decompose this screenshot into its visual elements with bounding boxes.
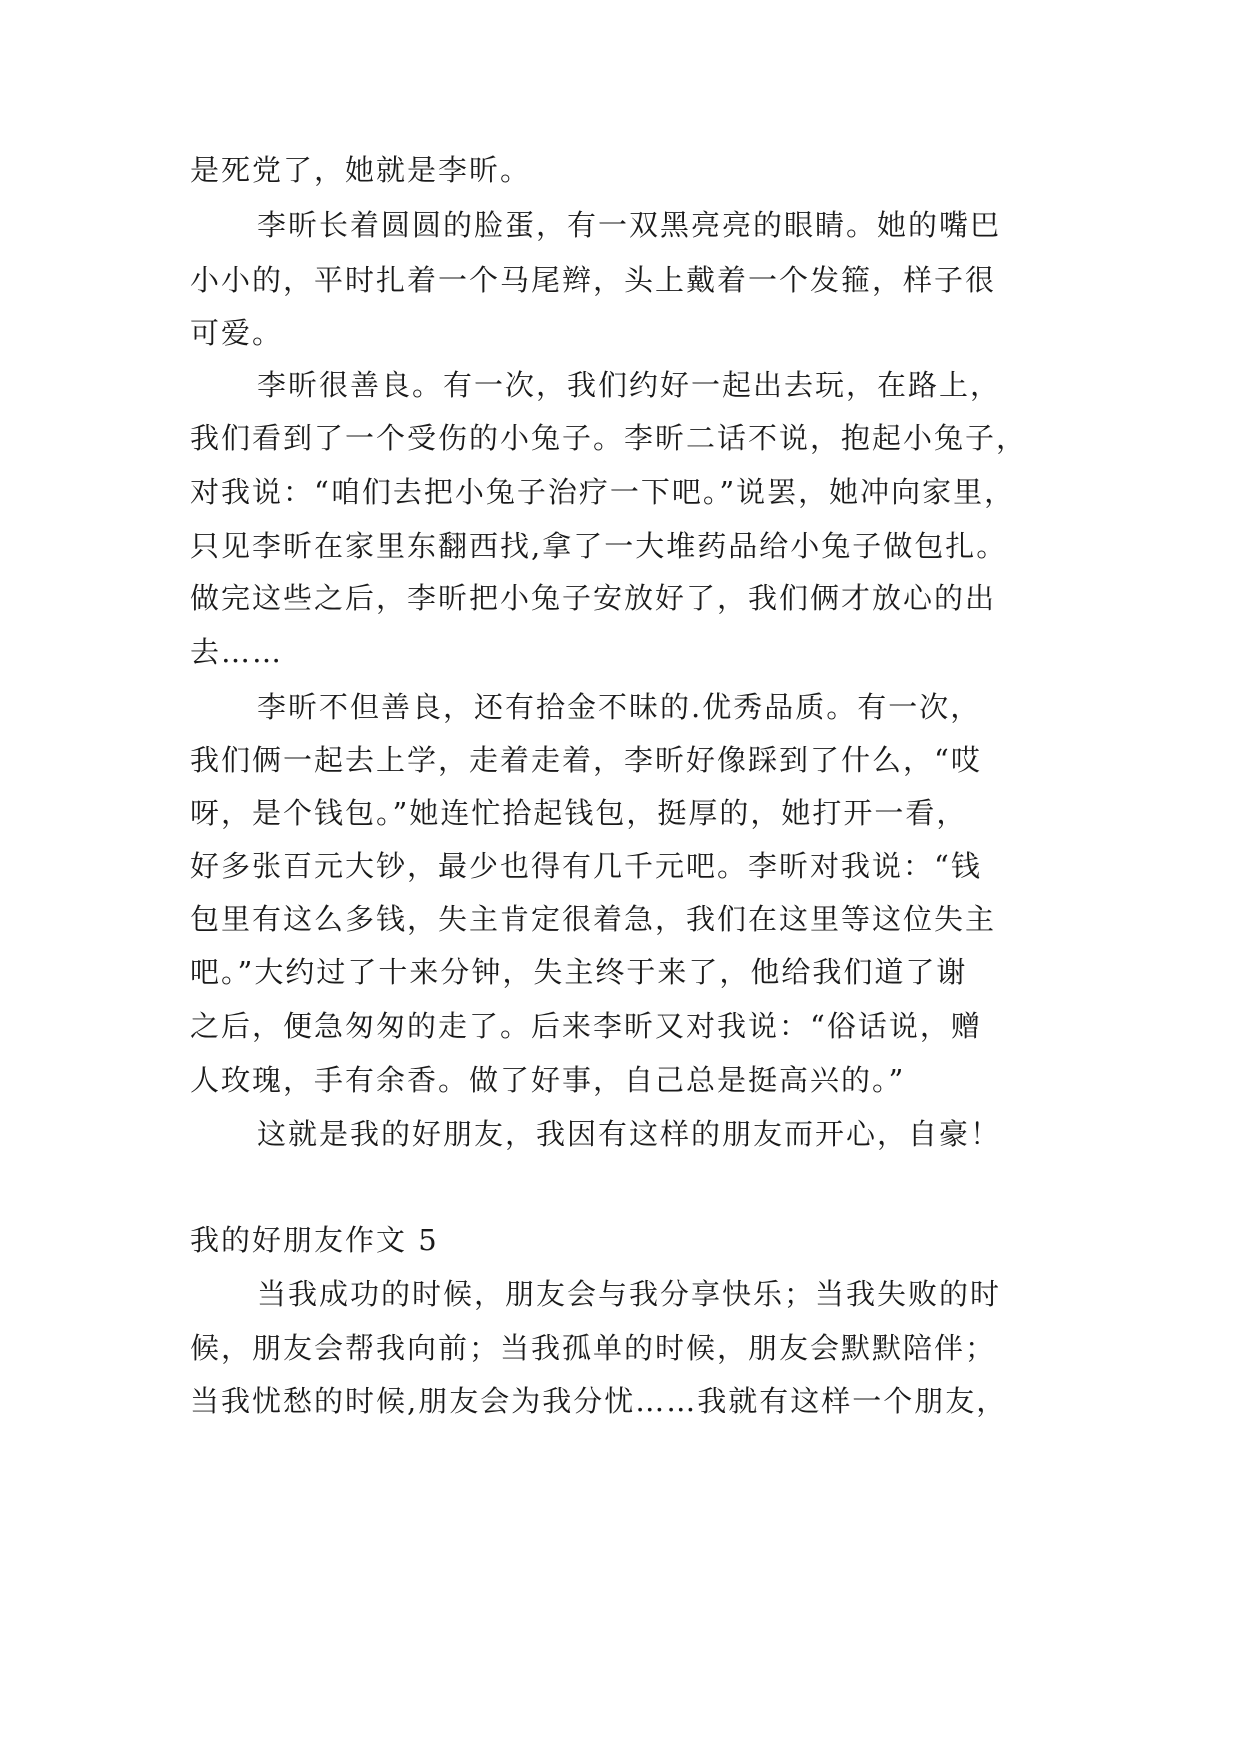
- text-line: 吧。”大约过了十来分钟，失主终于来了，他给我们道了谢: [190, 955, 968, 989]
- text-line: 小小的，平时扎着一个马尾辫，头上戴着一个发箍，样子很: [190, 263, 997, 297]
- text-line: 我们看到了一个受伤的小兔子。李昕二话不说，抱起小兔子，: [190, 421, 1028, 455]
- text-line: 包里有这么多钱，失主肯定很着急，我们在这里等这位失主: [190, 902, 997, 936]
- paragraph-first-line: 李昕长着圆圆的脸蛋，有一双黑亮亮的眼睛。她的嘴巴: [257, 208, 1002, 242]
- paragraph-first-line: 这就是我的好朋友，我因有这样的朋友而开心，自豪！: [257, 1117, 1002, 1151]
- text-line: 只见李昕在家里东翻西找,拿了一大堆药品给小兔子做包扎。: [190, 529, 1008, 563]
- text-line: 候，朋友会帮我向前；当我孤单的时候，朋友会默默陪伴；: [190, 1331, 997, 1365]
- text-line: 可爱。: [190, 316, 284, 350]
- text-line: 我们俩一起去上学，走着走着，李昕好像踩到了什么，“哎: [190, 743, 982, 777]
- section-heading: 我的好朋友作文 5: [190, 1223, 439, 1257]
- text-line: 呀，是个钱包。”她连忙拾起钱包，挺厚的，她打开一看，: [190, 796, 968, 830]
- text-line: 好多张百元大钞，最少也得有几千元吧。李昕对我说：“钱: [190, 849, 982, 883]
- text-line: 之后，便急匆匆的走了。后来李昕又对我说：“俗话说，赠: [190, 1009, 982, 1043]
- text-line: 去……: [190, 635, 284, 669]
- paragraph-first-line: 李昕不但善良，还有拾金不昧的.优秀品质。有一次，: [257, 690, 982, 724]
- paragraph-first-line: 当我成功的时候，朋友会与我分享快乐；当我失败的时: [257, 1277, 1002, 1311]
- text-line: 做完这些之后，李昕把小兔子安放好了，我们俩才放心的出: [190, 581, 997, 615]
- text-line: 人玫瑰，手有余香。做了好事，自己总是挺高兴的。”: [190, 1063, 906, 1097]
- text-line: 对我说：“咱们去把小兔子治疗一下吧。”说罢，她冲向家里，: [190, 475, 1016, 509]
- text-line: 当我忧愁的时候,朋友会为我分忧……我就有这样一个朋友，: [190, 1384, 1008, 1418]
- text-line: 是死党了，她就是李昕。: [190, 153, 532, 187]
- paragraph-first-line: 李昕很善良。有一次，我们约好一起出去玩，在路上，: [257, 368, 1002, 402]
